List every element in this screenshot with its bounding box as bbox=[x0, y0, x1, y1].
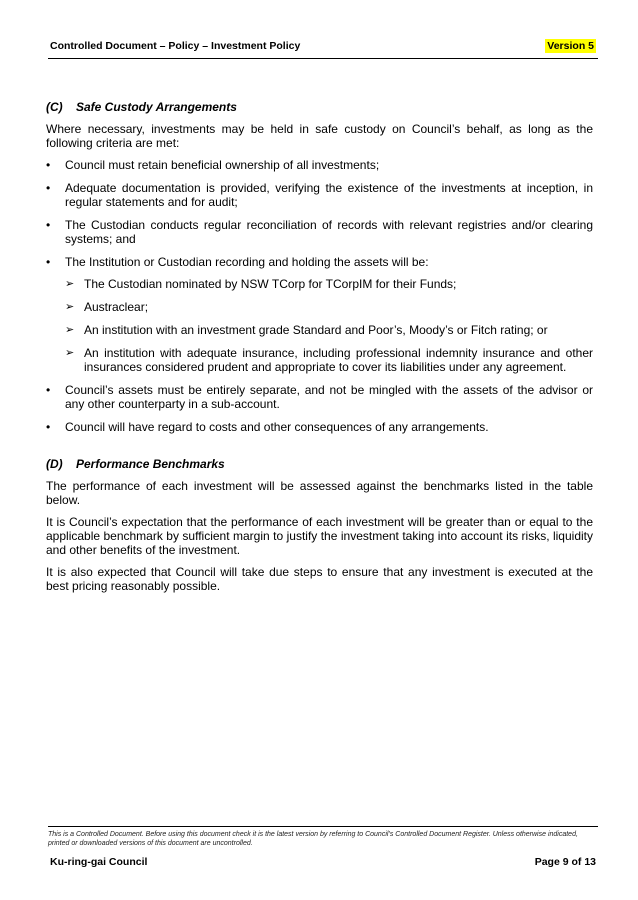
sub-list-item-text: An institution with adequate insurance, including professional indemnity insurance and other insurances considered prudent and appropriate to cover its liabilities under any agreement. bbox=[84, 346, 593, 374]
paragraph: It is also expected that Council will take due steps to ensure that any investment is executed at the best pricing reasonably possible. bbox=[46, 565, 593, 593]
paragraph: It is Council’s expectation that the performance of each investment will be greater than or equal to the applicable benchmark by sufficient margin to justify the investment taking into account its risks, liquidity and other benefits of the investment. bbox=[46, 515, 593, 557]
section-d-heading bbox=[46, 457, 593, 471]
list-item bbox=[46, 383, 593, 411]
arrow-bullet-icon: ➢ bbox=[65, 301, 75, 313]
page-number: Page 9 of 13 bbox=[534, 856, 596, 868]
section-c-number: (C) bbox=[46, 100, 63, 114]
list-item-text: Council must retain beneficial ownership of all investments; bbox=[65, 158, 380, 172]
list-item-text: The Institution or Custodian recording and holding the assets will be: bbox=[65, 255, 429, 269]
version-badge: Version 5 bbox=[547, 40, 594, 52]
section-spacer bbox=[46, 443, 593, 457]
list-item bbox=[46, 420, 593, 434]
arrow-bullet-icon: ➢ bbox=[65, 278, 75, 290]
sub-list-item-text: An institution with an investment grade Standard and Poor’s, Moody’s or Fitch rating; or bbox=[84, 323, 548, 337]
document-body bbox=[46, 100, 593, 601]
sub-list-item-text: The Custodian nominated by NSW TCorp for TCorpIM for their Funds; bbox=[84, 277, 457, 291]
document-title: Controlled Document – Policy – Investment Policy bbox=[50, 40, 301, 52]
section-c-title: Safe Custody Arrangements bbox=[76, 100, 237, 114]
section-c-intro: Where necessary, investments may be held in safe custody on Council’s behalf, as long as the following criteria are met: bbox=[46, 122, 593, 150]
bullet-icon: • bbox=[46, 181, 51, 195]
controlled-document-note: This is a Controlled Document. Before using this document check it is the latest version by referring to Council’s Controlled Document Register. Unless otherwise indicated, printed or downloaded versions of this document are uncontrolled. bbox=[48, 831, 578, 847]
list-item bbox=[46, 181, 593, 209]
sub-list-item bbox=[65, 323, 593, 337]
list-item-text: Council’s assets must be entirely separate, and not be mingled with the assets of the advisor or any other counterparty in a sub-account. bbox=[65, 383, 593, 411]
bullet-icon: • bbox=[46, 420, 51, 434]
footer-bottom-row bbox=[48, 856, 598, 872]
custodian-sub-list bbox=[65, 277, 593, 374]
sub-list-item bbox=[65, 277, 593, 291]
arrow-bullet-icon: ➢ bbox=[65, 347, 75, 359]
list-item-text: Council will have regard to costs and other consequences of any arrangements. bbox=[65, 420, 489, 434]
bullet-icon: • bbox=[46, 255, 51, 269]
page-footer bbox=[48, 826, 598, 872]
page-header bbox=[48, 38, 598, 59]
arrow-bullet-icon: ➢ bbox=[65, 324, 75, 336]
section-d-number: (D) bbox=[46, 457, 63, 471]
organisation-name: Ku-ring-gai Council bbox=[50, 856, 148, 868]
sub-list-item bbox=[65, 346, 593, 374]
bullet-icon: • bbox=[46, 218, 51, 232]
custody-criteria-list bbox=[46, 158, 593, 434]
section-d-title: Performance Benchmarks bbox=[76, 457, 225, 471]
section-c-heading bbox=[46, 100, 593, 114]
list-item bbox=[46, 255, 593, 374]
list-item bbox=[46, 158, 593, 172]
list-item-text: The Custodian conducts regular reconciliation of records with relevant registries and/or clearing systems; and bbox=[65, 218, 593, 246]
bullet-icon: • bbox=[46, 158, 51, 172]
list-item-text: Adequate documentation is provided, verifying the existence of the investments at inception, in regular statements and for audit; bbox=[65, 181, 593, 209]
sub-list-item-text: Austraclear; bbox=[84, 300, 149, 314]
bullet-icon: • bbox=[46, 383, 51, 397]
paragraph: The performance of each investment will be assessed against the benchmarks listed in the table below. bbox=[46, 479, 593, 507]
list-item bbox=[46, 218, 593, 246]
sub-list-item bbox=[65, 300, 593, 314]
